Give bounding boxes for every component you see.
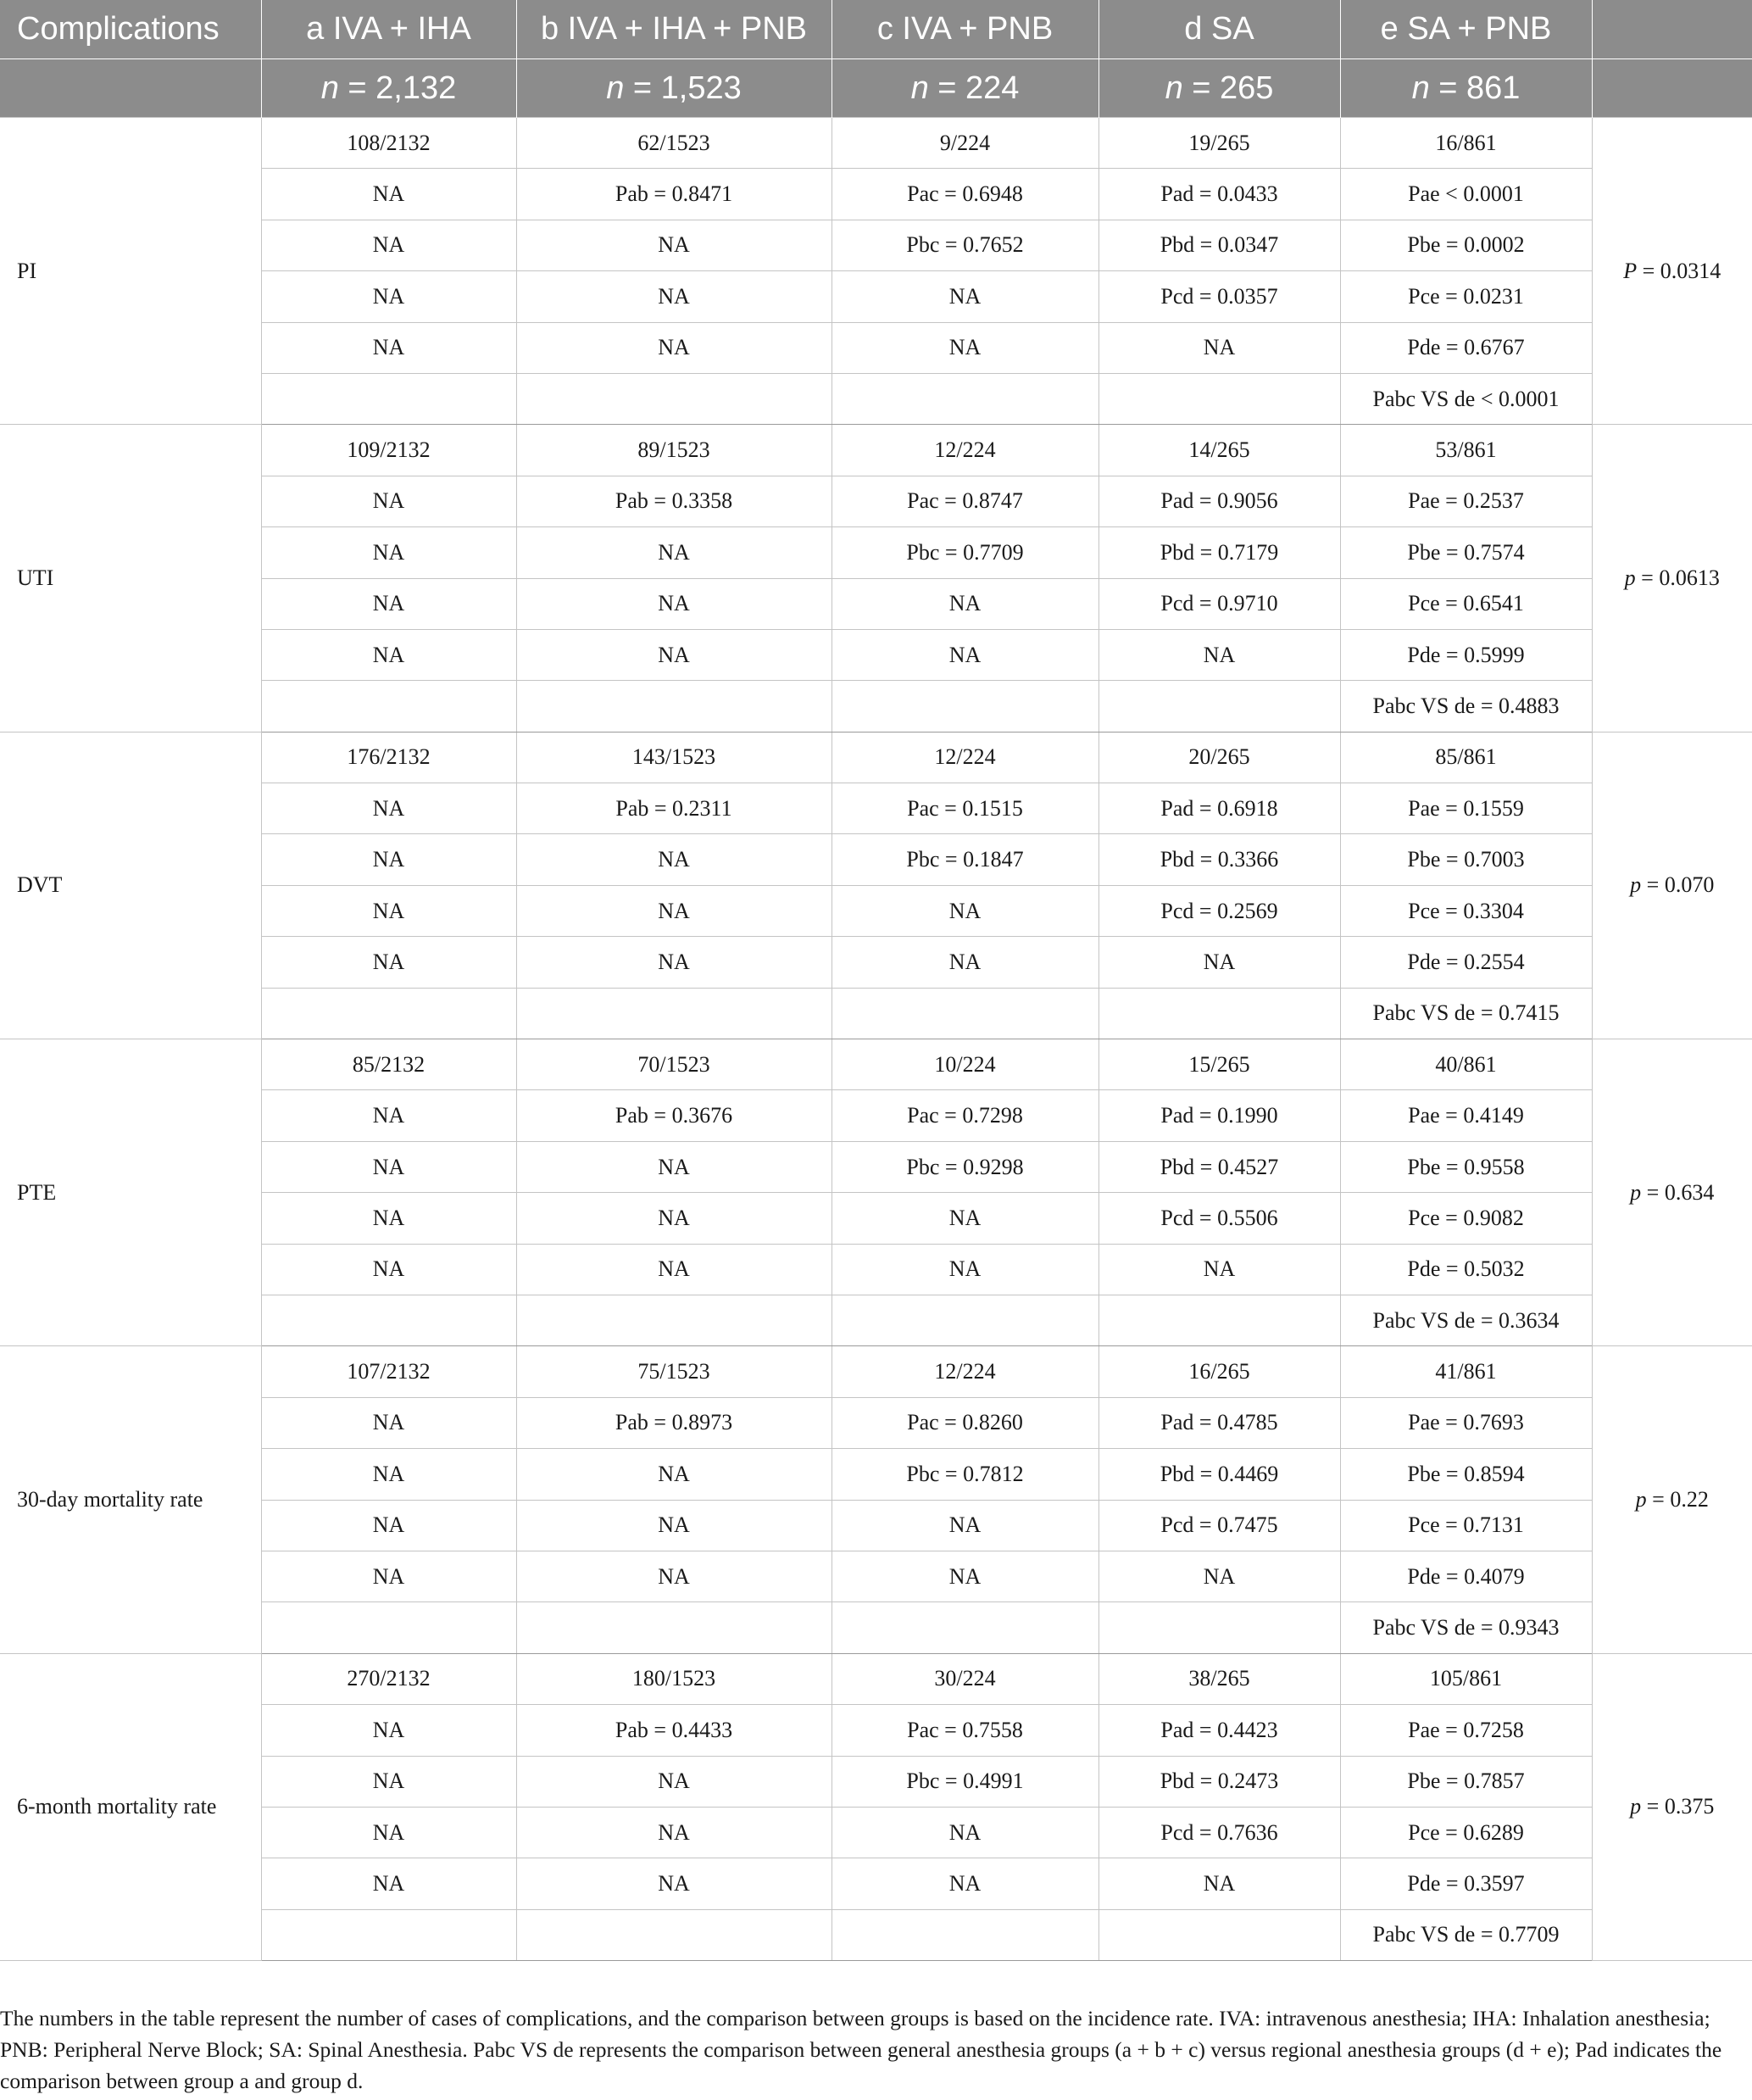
table-cell <box>261 1602 516 1653</box>
table-cell: Pad = 0.4423 <box>1098 1705 1340 1756</box>
table-cell: NA <box>516 885 832 936</box>
header-group-c: c IVA + PNB <box>832 0 1098 59</box>
sample-size-d <box>1098 59 1340 118</box>
table-cell <box>261 1909 516 1960</box>
table-row <box>0 1193 1752 1244</box>
table-cell: 75/1523 <box>516 1346 832 1397</box>
sample-size-p-cell <box>1592 59 1752 118</box>
table-cell: Pde = 0.6767 <box>1340 322 1592 373</box>
table-cell: 20/265 <box>1098 732 1340 783</box>
table-cell: Pac = 0.8260 <box>832 1397 1098 1448</box>
header-complications: Complications <box>0 0 261 59</box>
table-cell: Pbe = 0.7857 <box>1340 1756 1592 1807</box>
table-cell: Pbc = 0.1847 <box>832 834 1098 885</box>
table-row <box>0 322 1752 373</box>
table-cell: Pac = 0.7558 <box>832 1705 1098 1756</box>
table-cell: 109/2132 <box>261 425 516 476</box>
table-cell: NA <box>516 1858 832 1909</box>
table-cell <box>1098 681 1340 732</box>
table-cell: Pce = 0.6289 <box>1340 1807 1592 1858</box>
table-cell: Pac = 0.8747 <box>832 476 1098 526</box>
header-group-d: d SA <box>1098 0 1340 59</box>
table-cell <box>832 1909 1098 1960</box>
table-cell: 85/861 <box>1340 732 1592 783</box>
table-cell: 143/1523 <box>516 732 832 783</box>
table-cell: NA <box>261 783 516 834</box>
table-cell: 108/2132 <box>261 118 516 169</box>
table-cell: Pae = 0.7693 <box>1340 1397 1592 1448</box>
table-row <box>0 271 1752 322</box>
table-cell: NA <box>832 629 1098 680</box>
table-row <box>0 783 1752 834</box>
table-cell: 9/224 <box>832 118 1098 169</box>
table-row <box>0 1397 1752 1448</box>
table-cell <box>832 1295 1098 1345</box>
table-row <box>0 1705 1752 1756</box>
table-cell: Pbd = 0.4527 <box>1098 1141 1340 1192</box>
table-cell: NA <box>832 1193 1098 1244</box>
table-cell: Pcd = 0.9710 <box>1098 578 1340 629</box>
table-cell: NA <box>516 578 832 629</box>
table-cell: NA <box>832 885 1098 936</box>
table-cell: Pce = 0.7131 <box>1340 1500 1592 1551</box>
table-row <box>0 834 1752 885</box>
table-cell: Pabc VS de = 0.4883 <box>1340 681 1592 732</box>
table-cell: Pabc VS de < 0.0001 <box>1340 373 1592 424</box>
table-cell: Pbd = 0.7179 <box>1098 527 1340 578</box>
table-cell: NA <box>516 1551 832 1601</box>
table-cell: NA <box>516 527 832 578</box>
table-cell: Pac = 0.6948 <box>832 169 1098 220</box>
n-symbol: n <box>910 70 929 106</box>
table-cell: NA <box>832 271 1098 322</box>
table-cell: NA <box>1098 629 1340 680</box>
table-cell: Pcd = 0.0357 <box>1098 271 1340 322</box>
table-cell: NA <box>516 1449 832 1500</box>
header-group-e: e SA + PNB <box>1340 0 1592 59</box>
n-value: = 1,523 <box>632 70 742 106</box>
table-cell: 19/265 <box>1098 118 1340 169</box>
table-row <box>0 578 1752 629</box>
header-group-a: a IVA + IHA <box>261 0 516 59</box>
table-cell: Pbd = 0.2473 <box>1098 1756 1340 1807</box>
table-cell <box>261 373 516 424</box>
table-cell: Pad = 0.1990 <box>1098 1090 1340 1141</box>
table-cell: Pcd = 0.7636 <box>1098 1807 1340 1858</box>
table-cell: 53/861 <box>1340 425 1592 476</box>
table-cell: Pcd = 0.2569 <box>1098 885 1340 936</box>
table-cell: 270/2132 <box>261 1653 516 1704</box>
table-cell: Pab = 0.3676 <box>516 1090 832 1141</box>
table-row <box>0 1500 1752 1551</box>
table-row <box>0 732 1752 783</box>
table-cell <box>832 373 1098 424</box>
table-cell: NA <box>516 1807 832 1858</box>
table-cell: Pab = 0.4433 <box>516 1705 832 1756</box>
table-cell: Pde = 0.4079 <box>1340 1551 1592 1601</box>
table-cell: NA <box>261 1551 516 1601</box>
table-cell: Pbc = 0.7812 <box>832 1449 1098 1500</box>
table-cell: 12/224 <box>832 732 1098 783</box>
table-cell <box>516 373 832 424</box>
table-cell: NA <box>832 322 1098 373</box>
table-cell: NA <box>516 1756 832 1807</box>
p-value-text: = 0.634 <box>1646 1179 1715 1205</box>
n-symbol: n <box>1411 70 1430 106</box>
table-header <box>0 0 1752 118</box>
table-cell: NA <box>516 834 832 885</box>
complication-label: UTI <box>0 425 261 732</box>
overall-p-value <box>1592 425 1752 732</box>
table-cell: Pabc VS de = 0.7709 <box>1340 1909 1592 1960</box>
table-cell: Pad = 0.4785 <box>1098 1397 1340 1448</box>
table-cell: 85/2132 <box>261 1039 516 1090</box>
table-row <box>0 425 1752 476</box>
table-cell: NA <box>261 527 516 578</box>
table-cell: Pbc = 0.7652 <box>832 220 1098 270</box>
table-row <box>0 1141 1752 1192</box>
table-cell: NA <box>1098 937 1340 988</box>
table-cell: Pce = 0.0231 <box>1340 271 1592 322</box>
complication-label: DVT <box>0 732 261 1039</box>
table-cell: Pde = 0.5999 <box>1340 629 1592 680</box>
table-cell: Pbd = 0.3366 <box>1098 834 1340 885</box>
table-row <box>0 1653 1752 1704</box>
table-cell: 70/1523 <box>516 1039 832 1090</box>
table-cell: NA <box>516 1244 832 1295</box>
table-cell: Pae = 0.4149 <box>1340 1090 1592 1141</box>
table-cell: 12/224 <box>832 425 1098 476</box>
table-row <box>0 527 1752 578</box>
table-cell <box>1098 1295 1340 1345</box>
table-cell <box>516 1602 832 1653</box>
table-cell: Pbc = 0.7709 <box>832 527 1098 578</box>
table-cell: Pae < 0.0001 <box>1340 169 1592 220</box>
sample-size-c <box>832 59 1098 118</box>
table-footnote: The numbers in the table represent the number of cases of complications, and the comparison between groups is based on the incidence rate. IVA: intravenous anesthesia; IHA: Inhalation anesthesia; PNB: Peripheral Nerve Block; SA: Spinal Anesthesia. Pabc VS de represents the comparison between general anesthesia groups (a + b + c) versus regional anesthesia groups (d + e); Pad indicates the comparison between group a and group d. <box>0 2006 1722 2093</box>
table-row <box>0 885 1752 936</box>
overall-p-value <box>1592 118 1752 425</box>
table-cell <box>261 1295 516 1345</box>
table-cell: NA <box>261 578 516 629</box>
table-cell: Pabc VS de = 0.3634 <box>1340 1295 1592 1345</box>
table-cell <box>832 1602 1098 1653</box>
table-cell: NA <box>261 1807 516 1858</box>
table-row <box>0 169 1752 220</box>
table-cell: 38/265 <box>1098 1653 1340 1704</box>
header-row <box>0 0 1752 59</box>
table-cell: Pad = 0.9056 <box>1098 476 1340 526</box>
table-cell: NA <box>261 1705 516 1756</box>
table-cell: NA <box>261 1193 516 1244</box>
table-cell: NA <box>832 937 1098 988</box>
table-row <box>0 373 1752 424</box>
table-cell: 12/224 <box>832 1346 1098 1397</box>
table-cell: 105/861 <box>1340 1653 1592 1704</box>
table-cell <box>1098 1602 1340 1653</box>
table-cell: NA <box>261 322 516 373</box>
table-cell: 14/265 <box>1098 425 1340 476</box>
table-cell: 30/224 <box>832 1653 1098 1704</box>
table-cell: NA <box>832 1244 1098 1295</box>
table-cell: Pbe = 0.0002 <box>1340 220 1592 270</box>
table-row <box>0 1244 1752 1295</box>
table-cell: 107/2132 <box>261 1346 516 1397</box>
table-cell <box>516 681 832 732</box>
table-cell: NA <box>516 220 832 270</box>
sample-size-row <box>0 59 1752 118</box>
table-cell <box>261 988 516 1039</box>
table-cell: Pac = 0.1515 <box>832 783 1098 834</box>
p-symbol: p <box>1630 1794 1642 1819</box>
sample-size-label-cell <box>0 59 261 118</box>
table-cell: 15/265 <box>1098 1039 1340 1090</box>
table-cell: Pbc = 0.9298 <box>832 1141 1098 1192</box>
n-symbol: n <box>1165 70 1183 106</box>
table-cell: NA <box>1098 1551 1340 1601</box>
table-cell: NA <box>832 1807 1098 1858</box>
table-row <box>0 1551 1752 1601</box>
overall-p-value <box>1592 1039 1752 1346</box>
table-cell <box>832 681 1098 732</box>
table-cell: NA <box>261 1244 516 1295</box>
table-cell: NA <box>516 629 832 680</box>
table-row <box>0 1039 1752 1090</box>
table-cell: NA <box>1098 1858 1340 1909</box>
n-value: = 2,132 <box>348 70 457 106</box>
table-cell: 16/861 <box>1340 118 1592 169</box>
table-row <box>0 629 1752 680</box>
n-symbol: n <box>606 70 625 106</box>
table-row <box>0 937 1752 988</box>
table-cell: NA <box>261 1858 516 1909</box>
table-cell: NA <box>261 1500 516 1551</box>
table-cell: Pac = 0.7298 <box>832 1090 1098 1141</box>
table-row <box>0 118 1752 169</box>
table-cell: Pcd = 0.7475 <box>1098 1500 1340 1551</box>
table-cell: NA <box>261 476 516 526</box>
p-symbol: p <box>1630 1179 1642 1205</box>
table-cell: NA <box>1098 322 1340 373</box>
n-value: = 861 <box>1438 70 1521 106</box>
table-cell: Pabc VS de = 0.9343 <box>1340 1602 1592 1653</box>
table-cell: NA <box>516 1141 832 1192</box>
table-row <box>0 476 1752 526</box>
table-cell: Pbe = 0.8594 <box>1340 1449 1592 1500</box>
p-symbol: P <box>1623 258 1638 283</box>
table-cell: NA <box>516 1500 832 1551</box>
table-cell: 40/861 <box>1340 1039 1592 1090</box>
p-value-text: = 0.375 <box>1646 1794 1715 1819</box>
table-cell: NA <box>261 1141 516 1192</box>
table-cell: Pab = 0.2311 <box>516 783 832 834</box>
table-cell <box>1098 1909 1340 1960</box>
header-group-b: b IVA + IHA + PNB <box>516 0 832 59</box>
overall-p-value <box>1592 732 1752 1039</box>
complication-label: 30-day mortality rate <box>0 1346 261 1653</box>
table-cell: Pad = 0.6918 <box>1098 783 1340 834</box>
table-cell: 62/1523 <box>516 118 832 169</box>
table-cell: NA <box>516 937 832 988</box>
table-cell: NA <box>261 885 516 936</box>
table-cell: Pad = 0.0433 <box>1098 169 1340 220</box>
table-cell: 180/1523 <box>516 1653 832 1704</box>
p-symbol: p <box>1635 1487 1647 1512</box>
p-value-text: = 0.0613 <box>1641 565 1720 591</box>
table-cell: 176/2132 <box>261 732 516 783</box>
table-cell <box>832 988 1098 1039</box>
table-cell: Pce = 0.3304 <box>1340 885 1592 936</box>
n-symbol: n <box>320 70 339 106</box>
table-cell: Pab = 0.8973 <box>516 1397 832 1448</box>
p-value-text: = 0.22 <box>1652 1487 1709 1512</box>
overall-p-value <box>1592 1653 1752 1960</box>
table-row <box>0 1807 1752 1858</box>
table-cell: 89/1523 <box>516 425 832 476</box>
table-cell: Pae = 0.7258 <box>1340 1705 1592 1756</box>
table-cell: Pbe = 0.9558 <box>1340 1141 1592 1192</box>
table-cell: Pab = 0.3358 <box>516 476 832 526</box>
sample-size-e <box>1340 59 1592 118</box>
table-cell: NA <box>832 1858 1098 1909</box>
table-cell: Pce = 0.6541 <box>1340 578 1592 629</box>
table-cell: NA <box>832 1551 1098 1601</box>
table-cell: NA <box>261 1449 516 1500</box>
table-row <box>0 681 1752 732</box>
table-cell: Pae = 0.2537 <box>1340 476 1592 526</box>
table-row <box>0 220 1752 270</box>
complication-label: 6-month mortality rate <box>0 1653 261 1960</box>
table-cell: NA <box>516 322 832 373</box>
table-cell: Pbc = 0.4991 <box>832 1756 1098 1807</box>
p-symbol: p <box>1624 565 1636 591</box>
sample-size-a <box>261 59 516 118</box>
n-value: = 224 <box>937 70 1020 106</box>
table-cell: NA <box>516 271 832 322</box>
table-cell: Pbd = 0.0347 <box>1098 220 1340 270</box>
table-row <box>0 1602 1752 1653</box>
table-cell: Pde = 0.3597 <box>1340 1858 1592 1909</box>
table-cell: NA <box>1098 1244 1340 1295</box>
sample-size-b <box>516 59 832 118</box>
table-cell <box>516 988 832 1039</box>
table-row <box>0 1090 1752 1141</box>
table-cell: NA <box>516 1193 832 1244</box>
overall-p-value <box>1592 1346 1752 1653</box>
p-symbol: p <box>1630 872 1642 898</box>
table-cell: Pde = 0.5032 <box>1340 1244 1592 1295</box>
table-cell: Pbe = 0.7574 <box>1340 527 1592 578</box>
table-cell <box>516 1295 832 1345</box>
table-cell <box>1098 988 1340 1039</box>
p-value-text: = 0.070 <box>1646 872 1715 898</box>
table-cell <box>1098 373 1340 424</box>
table-row <box>0 1858 1752 1909</box>
table-cell: NA <box>261 1756 516 1807</box>
table-cell: Pce = 0.9082 <box>1340 1193 1592 1244</box>
table-cell: NA <box>261 834 516 885</box>
table-row <box>0 988 1752 1039</box>
table-cell: NA <box>261 169 516 220</box>
table-cell: NA <box>261 629 516 680</box>
table-cell: Pae = 0.1559 <box>1340 783 1592 834</box>
table-cell: NA <box>261 1397 516 1448</box>
table-cell: NA <box>261 271 516 322</box>
table-body <box>0 118 1752 1961</box>
table-cell: Pcd = 0.5506 <box>1098 1193 1340 1244</box>
table-cell: Pbe = 0.7003 <box>1340 834 1592 885</box>
table-cell: Pab = 0.8471 <box>516 169 832 220</box>
table-cell: 41/861 <box>1340 1346 1592 1397</box>
table-cell: 10/224 <box>832 1039 1098 1090</box>
table-cell: Pde = 0.2554 <box>1340 937 1592 988</box>
complication-label: PTE <box>0 1039 261 1346</box>
table-row <box>0 1756 1752 1807</box>
header-p-value <box>1592 0 1752 59</box>
p-value-text: = 0.0314 <box>1642 258 1721 283</box>
table-cell: NA <box>832 578 1098 629</box>
n-value: = 265 <box>1192 70 1274 106</box>
table-cell: Pabc VS de = 0.7415 <box>1340 988 1592 1039</box>
table-cell: 16/265 <box>1098 1346 1340 1397</box>
table-cell: NA <box>261 937 516 988</box>
table-cell: NA <box>261 1090 516 1141</box>
table-cell: NA <box>832 1500 1098 1551</box>
table-cell: Pbd = 0.4469 <box>1098 1449 1340 1500</box>
table-row <box>0 1449 1752 1500</box>
table-row <box>0 1295 1752 1345</box>
table-row <box>0 1346 1752 1397</box>
table-row <box>0 1909 1752 1960</box>
table-cell <box>516 1909 832 1960</box>
table-cell: NA <box>261 220 516 270</box>
table-cell <box>261 681 516 732</box>
complication-label: PI <box>0 118 261 425</box>
